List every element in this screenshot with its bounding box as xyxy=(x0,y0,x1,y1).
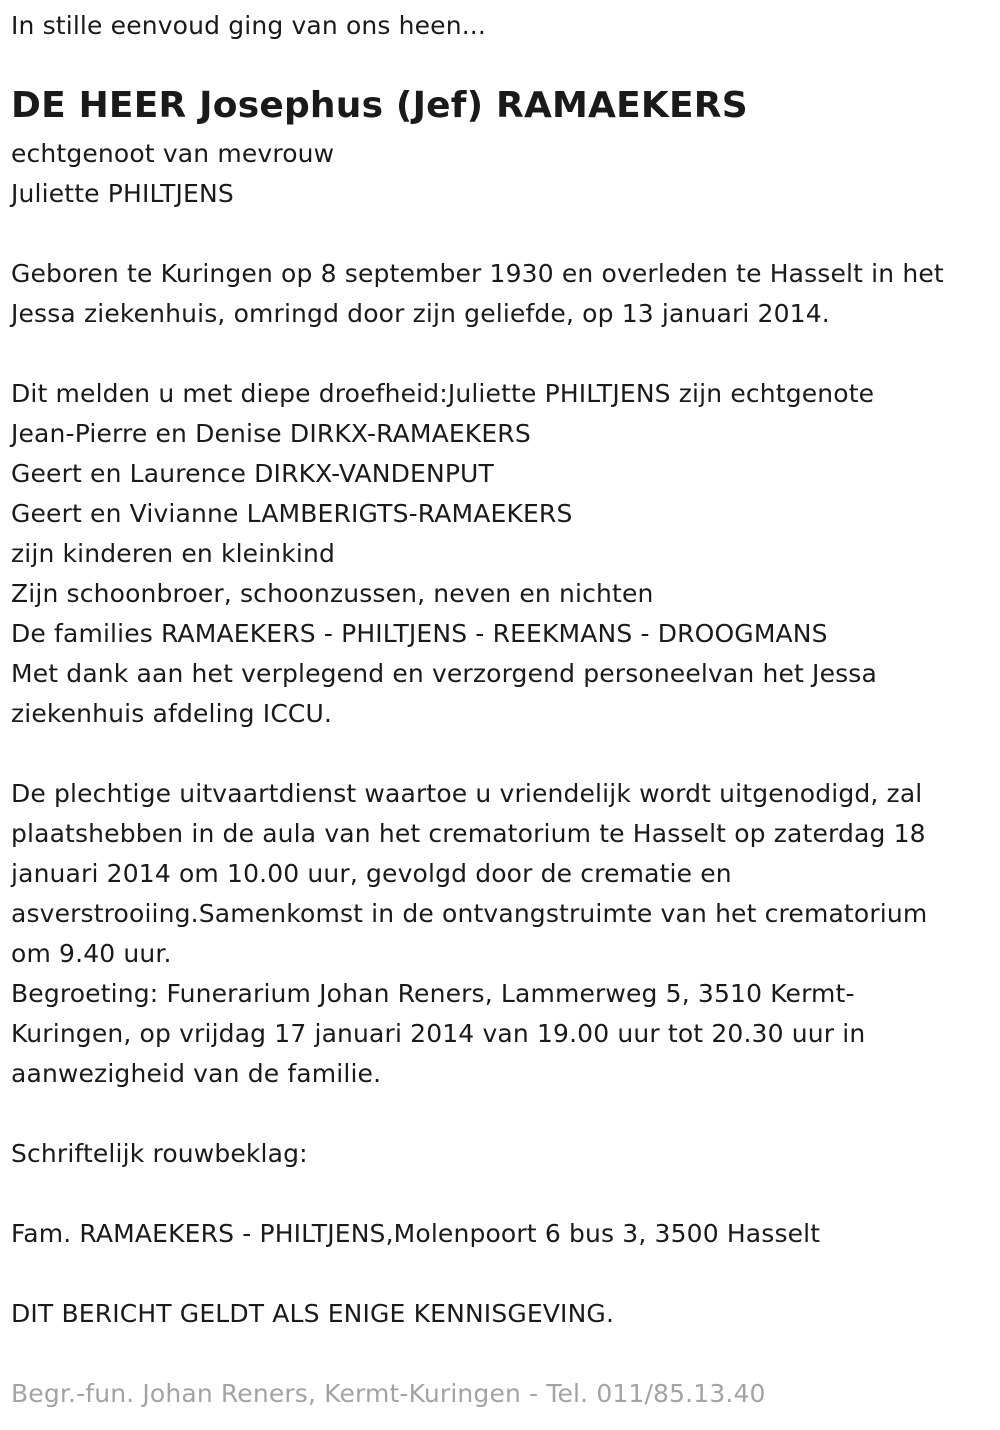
family-line: ziekenhuis afdeling ICCU. xyxy=(11,699,333,728)
family-line: Geert en Vivianne LAMBERIGTS-RAMAEKERS xyxy=(11,499,573,528)
deceased-name-heading: DE HEER Josephus (Jef) RAMAEKERS xyxy=(11,85,748,126)
spouse-block xyxy=(11,134,334,214)
family-line: Dit melden u met diepe droefheid:Juliette PHILTJENS zijn echtgenote xyxy=(11,379,875,408)
greeting-line: Kuringen, op vrijdag 17 januari 2014 van 19.00 uur tot 20.30 uur in xyxy=(11,1019,866,1048)
ceremony-block xyxy=(11,774,927,1094)
intro-text: In stille eenvoud ging van ons heen... xyxy=(11,11,486,40)
ceremony-line: om 9.40 uur. xyxy=(11,939,172,968)
condolence-label: Schriftelijk rouwbeklag: xyxy=(11,1139,308,1168)
family-line: De families RAMAEKERS - PHILTJENS - REEKMANS - DROOGMANS xyxy=(11,619,828,648)
family-line: Zijn schoonbroer, schoonzussen, neven en nichten xyxy=(11,579,654,608)
condolence-address: Fam. RAMAEKERS - PHILTJENS,Molenpoort 6 bus 3, 3500 Hasselt xyxy=(11,1219,821,1248)
greeting-line: aanwezigheid van de familie. xyxy=(11,1059,382,1088)
spouse-line: echtgenoot van mevrouw xyxy=(11,139,335,168)
ceremony-line: De plechtige uitvaartdienst waartoe u vriendelijk wordt uitgenodigd, zal xyxy=(11,779,923,808)
family-line: Jean-Pierre en Denise DIRKX-RAMAEKERS xyxy=(11,419,531,448)
birth-death-block xyxy=(11,254,944,334)
ceremony-line: asverstrooiing.Samenkomst in de ontvangstruimte van het crematorium xyxy=(11,899,928,928)
family-line: zijn kinderen en kleinkind xyxy=(11,539,336,568)
greeting-line: Begroeting: Funerarium Johan Reners, Lammerweg 5, 3510 Kermt- xyxy=(11,979,855,1008)
spouse-line: Juliette PHILTJENS xyxy=(11,179,234,208)
sole-notice-text: DIT BERICHT GELDT ALS ENIGE KENNISGEVING. xyxy=(11,1299,615,1328)
ceremony-line: plaatshebben in de aula van het crematorium te Hasselt op zaterdag 18 xyxy=(11,819,926,848)
birth-death-line: Geboren te Kuringen op 8 september 1930 en overleden te Hasselt in het xyxy=(11,259,944,288)
funeral-home-footer: Begr.-fun. Johan Reners, Kermt-Kuringen - Tel. 011/85.13.40 xyxy=(11,1379,766,1408)
family-line: Met dank aan het verplegend en verzorgend personeelvan het Jessa xyxy=(11,659,877,688)
family-line: Geert en Laurence DIRKX-VANDENPUT xyxy=(11,459,494,488)
birth-death-line: Jessa ziekenhuis, omringd door zijn geliefde, op 13 januari 2014. xyxy=(11,299,830,328)
ceremony-line: januari 2014 om 10.00 uur, gevolgd door de crematie en xyxy=(11,859,732,888)
family-block xyxy=(11,374,877,734)
